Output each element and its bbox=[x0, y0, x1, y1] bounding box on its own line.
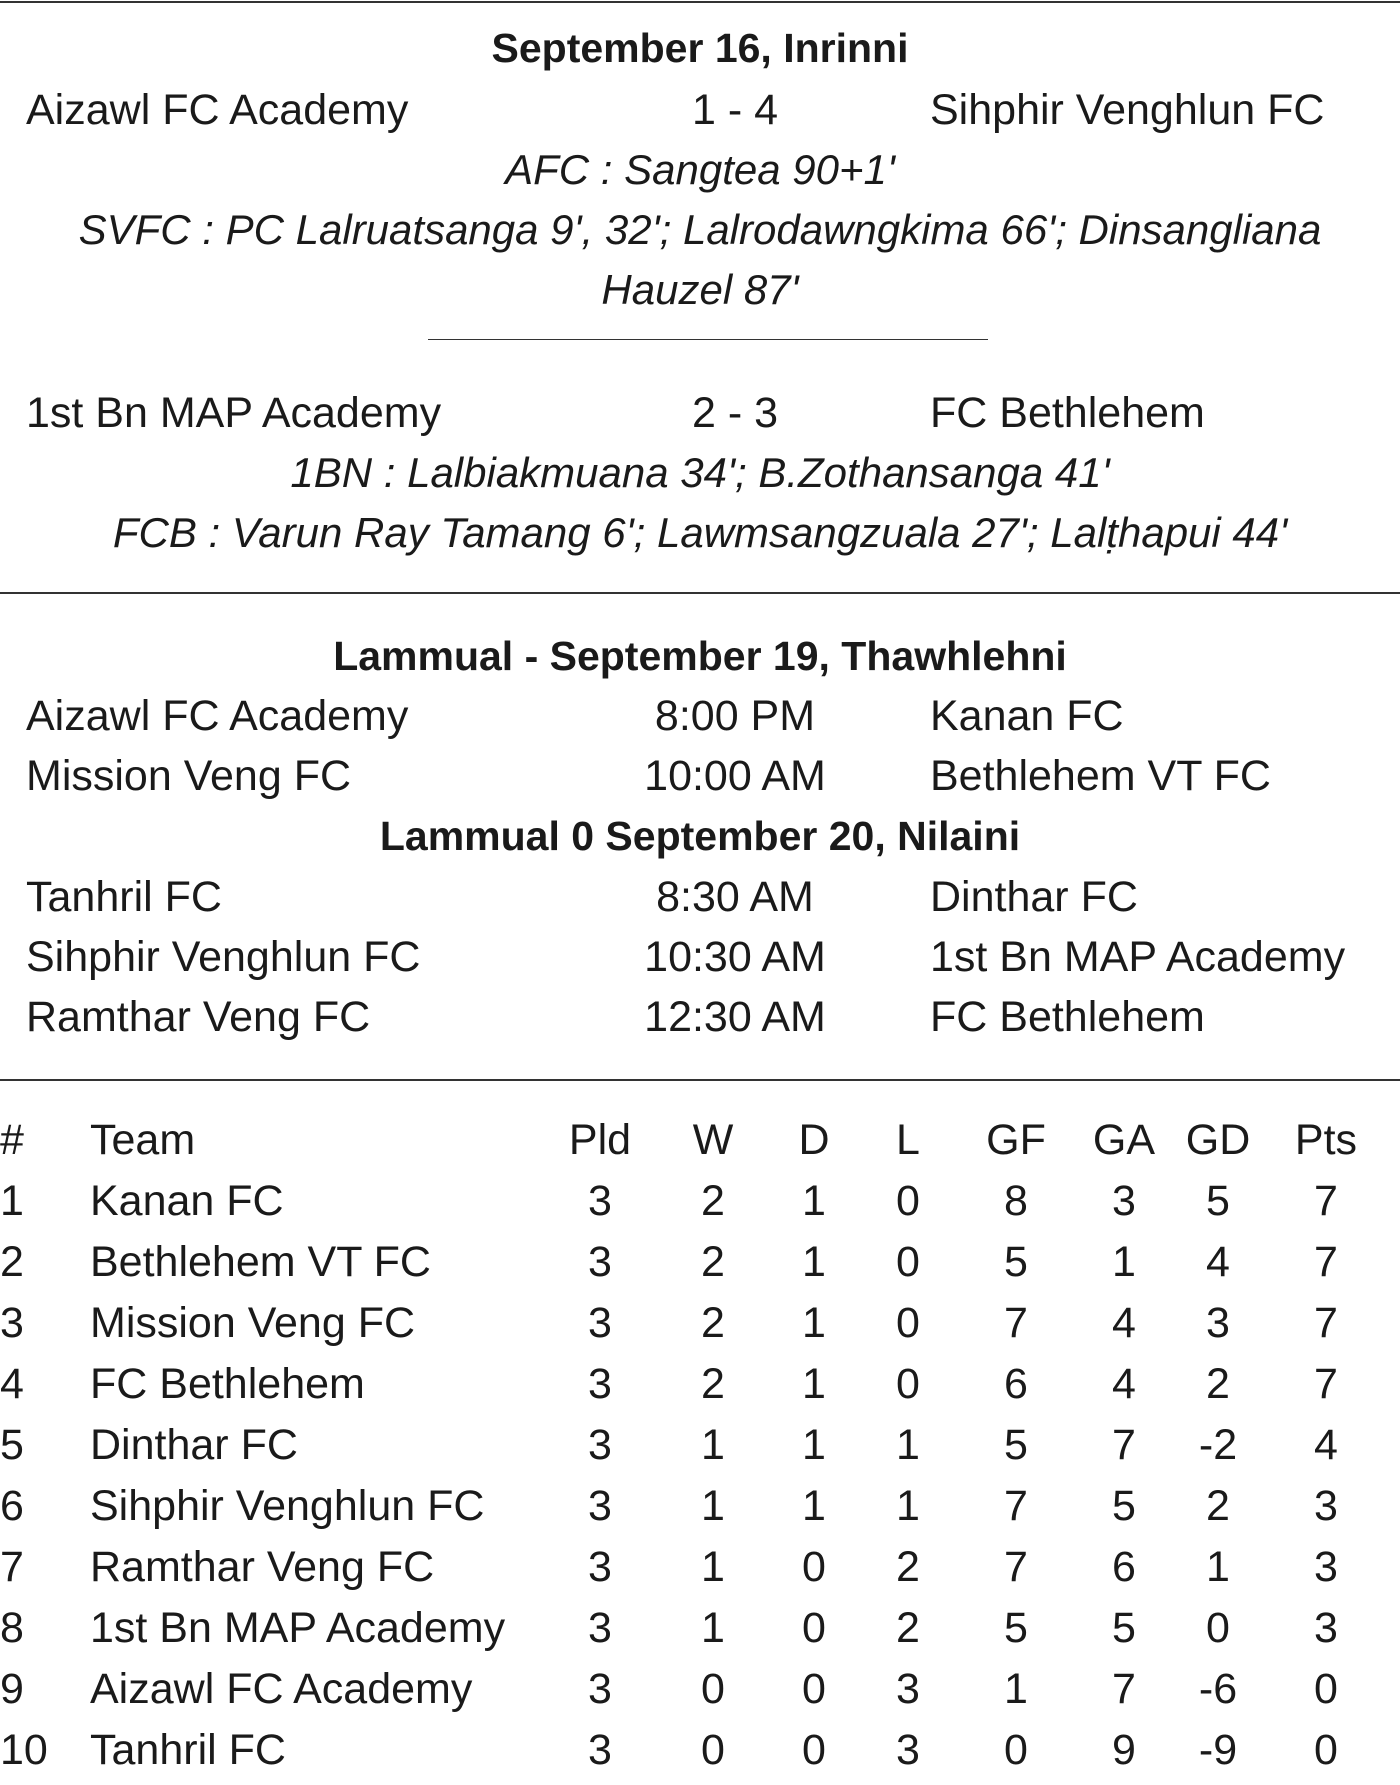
top-divider bbox=[0, 1, 1400, 3]
header-ga: GA bbox=[1092, 1116, 1156, 1164]
table-row bbox=[0, 1537, 1400, 1597]
cell-w: 0 bbox=[701, 1726, 725, 1774]
cell-pld: 3 bbox=[588, 1299, 612, 1347]
cell-pts: 7 bbox=[1314, 1360, 1338, 1408]
cell-w: 1 bbox=[701, 1543, 725, 1591]
away-team: Sihphir Venghlun FC bbox=[930, 86, 1325, 134]
cell-gd: 2 bbox=[1206, 1360, 1230, 1408]
cell-gf: 7 bbox=[1004, 1482, 1028, 1530]
kickoff-time: 10:30 AM bbox=[644, 933, 826, 981]
cell-w: 2 bbox=[701, 1299, 725, 1347]
cell-pts: 4 bbox=[1314, 1421, 1338, 1469]
cell-pts: 3 bbox=[1314, 1604, 1338, 1652]
cell-gd: -6 bbox=[1198, 1665, 1238, 1713]
cell-team: Kanan FC bbox=[90, 1177, 284, 1225]
cell-pld: 3 bbox=[588, 1421, 612, 1469]
cell-d: 1 bbox=[802, 1482, 826, 1530]
home-team: 1st Bn MAP Academy bbox=[26, 389, 442, 437]
cell-gd: 1 bbox=[1206, 1543, 1230, 1591]
cell-pld: 3 bbox=[588, 1543, 612, 1591]
cell-gd: 0 bbox=[1206, 1604, 1230, 1652]
cell-team: Mission Veng FC bbox=[90, 1299, 416, 1347]
cell-pos: 4 bbox=[0, 1360, 24, 1408]
away-team: Kanan FC bbox=[930, 692, 1124, 740]
cell-pts: 7 bbox=[1314, 1238, 1338, 1286]
scorers-line: SVFC : PC Lalruatsanga 9', 32'; Lalrodawngkima 66'; Dinsangliana bbox=[78, 206, 1322, 253]
home-team: Aizawl FC Academy bbox=[26, 86, 409, 134]
cell-l: 1 bbox=[896, 1482, 920, 1530]
cell-ga: 7 bbox=[1112, 1421, 1136, 1469]
cell-gd: 2 bbox=[1206, 1482, 1230, 1530]
cell-d: 1 bbox=[802, 1360, 826, 1408]
cell-team: Ramthar Veng FC bbox=[90, 1543, 435, 1591]
kickoff-time: 8:00 PM bbox=[654, 692, 816, 740]
cell-pos: 6 bbox=[0, 1482, 24, 1530]
cell-gf: 5 bbox=[1004, 1604, 1028, 1652]
fixture-row bbox=[0, 867, 1400, 927]
cell-w: 1 bbox=[701, 1482, 725, 1530]
scorers-line: FCB : Varun Ray Tamang 6'; Lawmsangzuala 27'; Lalṭhapui 44' bbox=[112, 509, 1288, 556]
header-team: Team bbox=[90, 1116, 196, 1164]
header-pts: Pts bbox=[1294, 1116, 1358, 1164]
cell-pld: 3 bbox=[588, 1726, 612, 1774]
home-team: Ramthar Veng FC bbox=[26, 993, 371, 1041]
header-gd: GD bbox=[1185, 1116, 1251, 1164]
cell-d: 0 bbox=[802, 1726, 826, 1774]
cell-ga: 6 bbox=[1112, 1543, 1136, 1591]
cell-team: Tanhril FC bbox=[90, 1726, 286, 1774]
table-row bbox=[0, 1171, 1400, 1231]
cell-gd: -9 bbox=[1198, 1726, 1238, 1774]
cell-pts: 7 bbox=[1314, 1177, 1338, 1225]
cell-gd: 4 bbox=[1206, 1238, 1230, 1286]
cell-ga: 5 bbox=[1112, 1604, 1136, 1652]
fixtures-heading: Lammual 0 September 20, Nilaini bbox=[379, 813, 1021, 859]
away-team: Bethlehem VT FC bbox=[930, 752, 1271, 800]
cell-pts: 3 bbox=[1314, 1482, 1338, 1530]
home-team: Tanhril FC bbox=[26, 873, 222, 921]
header-w: W bbox=[692, 1116, 734, 1164]
cell-team: Bethlehem VT FC bbox=[90, 1238, 431, 1286]
cell-w: 1 bbox=[701, 1421, 725, 1469]
result-row bbox=[0, 80, 1400, 140]
cell-pos: 7 bbox=[0, 1543, 24, 1591]
cell-gf: 7 bbox=[1004, 1543, 1028, 1591]
cell-l: 2 bbox=[896, 1604, 920, 1652]
home-team: Aizawl FC Academy bbox=[26, 692, 409, 740]
cell-ga: 4 bbox=[1112, 1360, 1136, 1408]
cell-team: Dinthar FC bbox=[90, 1421, 298, 1469]
cell-pts: 0 bbox=[1314, 1726, 1338, 1774]
cell-gf: 1 bbox=[1004, 1665, 1028, 1713]
cell-l: 0 bbox=[896, 1177, 920, 1225]
cell-gd: -2 bbox=[1198, 1421, 1238, 1469]
cell-pld: 3 bbox=[588, 1177, 612, 1225]
table-row bbox=[0, 1293, 1400, 1353]
cell-pld: 3 bbox=[588, 1482, 612, 1530]
cell-pos: 9 bbox=[0, 1665, 24, 1713]
cell-l: 2 bbox=[896, 1543, 920, 1591]
scorers-line: AFC : Sangtea 90+1' bbox=[505, 146, 895, 193]
table-row bbox=[0, 1232, 1400, 1292]
home-team: Sihphir Venghlun FC bbox=[26, 933, 421, 981]
cell-pos: 3 bbox=[0, 1299, 24, 1347]
fixture-row bbox=[0, 686, 1400, 746]
cell-gf: 5 bbox=[1004, 1238, 1028, 1286]
cell-ga: 3 bbox=[1112, 1177, 1136, 1225]
table-row bbox=[0, 1720, 1400, 1780]
away-team: Dinthar FC bbox=[930, 873, 1138, 921]
cell-w: 1 bbox=[701, 1604, 725, 1652]
away-team: FC Bethlehem bbox=[930, 389, 1205, 437]
cell-gf: 7 bbox=[1004, 1299, 1028, 1347]
cell-w: 0 bbox=[701, 1665, 725, 1713]
cell-gd: 5 bbox=[1206, 1177, 1230, 1225]
cell-pos: 10 bbox=[0, 1726, 48, 1774]
cell-d: 0 bbox=[802, 1543, 826, 1591]
cell-pos: 8 bbox=[0, 1604, 24, 1652]
cell-pld: 3 bbox=[588, 1604, 612, 1652]
section-divider bbox=[0, 592, 1400, 594]
header-d: D bbox=[798, 1116, 830, 1164]
cell-team: FC Bethlehem bbox=[90, 1360, 365, 1408]
away-team: FC Bethlehem bbox=[930, 993, 1205, 1041]
fixture-row bbox=[0, 927, 1400, 987]
cell-w: 2 bbox=[701, 1360, 725, 1408]
kickoff-time: 8:30 AM bbox=[656, 873, 814, 921]
cell-pld: 3 bbox=[588, 1360, 612, 1408]
cell-l: 0 bbox=[896, 1360, 920, 1408]
header-pos: # bbox=[0, 1116, 24, 1164]
fixture-row bbox=[0, 987, 1400, 1047]
cell-l: 3 bbox=[896, 1726, 920, 1774]
standings-header bbox=[0, 1110, 1400, 1170]
fixture-row bbox=[0, 746, 1400, 806]
cell-w: 2 bbox=[701, 1238, 725, 1286]
cell-ga: 4 bbox=[1112, 1299, 1136, 1347]
cell-pld: 3 bbox=[588, 1238, 612, 1286]
kickoff-time: 12:30 AM bbox=[644, 993, 826, 1041]
away-team: 1st Bn MAP Academy bbox=[930, 933, 1346, 981]
cell-ga: 7 bbox=[1112, 1665, 1136, 1713]
cell-gf: 8 bbox=[1004, 1177, 1028, 1225]
cell-d: 1 bbox=[802, 1299, 826, 1347]
cell-gf: 6 bbox=[1004, 1360, 1028, 1408]
scorers-line: Hauzel 87' bbox=[601, 266, 799, 313]
scorers-line: 1BN : Lalbiakmuana 34'; B.Zothansanga 41' bbox=[290, 449, 1110, 496]
cell-team: 1st Bn MAP Academy bbox=[90, 1604, 506, 1652]
cell-pos: 5 bbox=[0, 1421, 24, 1469]
result-row bbox=[0, 383, 1400, 443]
fixtures-heading: Lammual - September 19, Thawhlehni bbox=[333, 633, 1067, 679]
cell-d: 1 bbox=[802, 1238, 826, 1286]
cell-pld: 3 bbox=[588, 1665, 612, 1713]
results-heading: September 16, Inrinni bbox=[491, 25, 909, 71]
kickoff-time: 10:00 AM bbox=[644, 752, 826, 800]
cell-d: 1 bbox=[802, 1177, 826, 1225]
cell-pos: 1 bbox=[0, 1177, 24, 1225]
cell-team: Aizawl FC Academy bbox=[90, 1665, 473, 1713]
home-team: Mission Veng FC bbox=[26, 752, 352, 800]
cell-pos: 2 bbox=[0, 1238, 24, 1286]
cell-pts: 0 bbox=[1314, 1665, 1338, 1713]
cell-l: 3 bbox=[896, 1665, 920, 1713]
cell-pts: 7 bbox=[1314, 1299, 1338, 1347]
cell-gd: 3 bbox=[1206, 1299, 1230, 1347]
header-pld: Pld bbox=[568, 1116, 632, 1164]
cell-team: Sihphir Venghlun FC bbox=[90, 1482, 485, 1530]
table-row bbox=[0, 1354, 1400, 1414]
header-l: L bbox=[896, 1116, 920, 1164]
match-score: 1 - 4 bbox=[691, 86, 779, 134]
match-divider bbox=[428, 339, 988, 340]
section-divider bbox=[0, 1079, 1400, 1081]
header-gf: GF bbox=[986, 1116, 1046, 1164]
cell-gf: 0 bbox=[1004, 1726, 1028, 1774]
cell-ga: 9 bbox=[1112, 1726, 1136, 1774]
cell-d: 0 bbox=[802, 1604, 826, 1652]
cell-l: 1 bbox=[896, 1421, 920, 1469]
cell-d: 0 bbox=[802, 1665, 826, 1713]
cell-d: 1 bbox=[802, 1421, 826, 1469]
cell-l: 0 bbox=[896, 1299, 920, 1347]
cell-l: 0 bbox=[896, 1238, 920, 1286]
cell-ga: 5 bbox=[1112, 1482, 1136, 1530]
table-row bbox=[0, 1659, 1400, 1719]
cell-w: 2 bbox=[701, 1177, 725, 1225]
table-row bbox=[0, 1598, 1400, 1658]
table-row bbox=[0, 1476, 1400, 1536]
match-score: 2 - 3 bbox=[691, 389, 779, 437]
cell-gf: 5 bbox=[1004, 1421, 1028, 1469]
table-row bbox=[0, 1415, 1400, 1475]
cell-pts: 3 bbox=[1314, 1543, 1338, 1591]
cell-ga: 1 bbox=[1112, 1238, 1136, 1286]
